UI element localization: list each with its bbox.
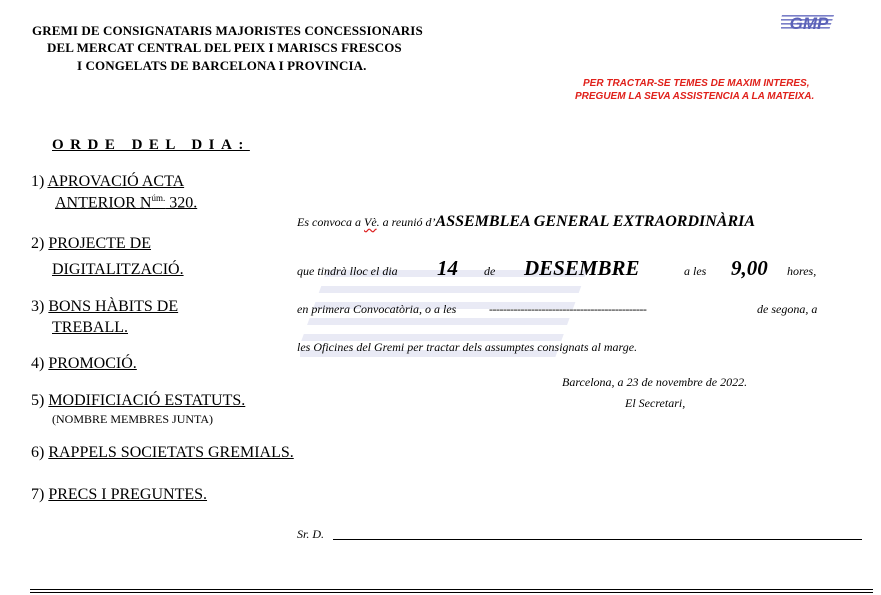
agenda-item-title: PRECS I PREGUNTES. — [48, 486, 208, 503]
svg-text:GMP: GMP — [789, 14, 829, 33]
notice-line1: PER TRACTAR-SE TEMES DE MAXIM INTERES, — [583, 78, 810, 89]
agenda-item-title: PROJECTE DE — [48, 235, 151, 252]
meeting-time: 9,00 — [731, 256, 768, 280]
agenda-item-1 — [31, 173, 184, 191]
convocation-line1: Es convoca a Vè. a reunió d’ASSEMBLEA GENERAL EXTRAORDINÀRIA — [297, 213, 756, 230]
gmp-logo — [781, 12, 837, 34]
agenda-item-number: 5) — [31, 392, 45, 409]
agenda-item-2 — [31, 235, 151, 253]
agenda-item-number: 1) — [31, 173, 45, 190]
agenda-item-2-line2: DIGITALITZACIÓ. — [52, 261, 184, 278]
agenda-item-title: MODIFICIACIÓ ESTATUTS. — [48, 392, 246, 409]
agenda-item-number: 2) — [31, 235, 45, 252]
agenda-item-number: 3) — [31, 298, 45, 315]
agenda-item-7 — [31, 486, 207, 504]
gmp-logo-icon — [781, 12, 837, 34]
bottom-rule-top — [30, 589, 873, 590]
org-name-line1: GREMI DE CONSIGNATARIS MAJORISTES CONCESSIONARIS — [32, 23, 423, 38]
date-line: Barcelona, a 23 de novembre de 2022. — [562, 375, 748, 389]
agenda-item-title: RAPPELS SOCIETATS GREMIALS. — [48, 444, 294, 461]
assembly-title: ASSEMBLEA GENERAL EXTRAORDINÀRIA — [435, 213, 756, 230]
agenda-item-5 — [31, 392, 245, 410]
org-name-line2: DEL MERCAT CENTRAL DEL PEIX I MARISCS FRESCOS — [47, 40, 402, 55]
agenda-item-3-line2: TREBALL. — [52, 319, 128, 336]
convocation-l3-pre: en primera Convocatòria, o a les — [297, 302, 457, 316]
convocation-ales: a les — [684, 264, 707, 278]
convocation-l3-post: de segona, a — [757, 302, 818, 316]
agenda-item-number: 7) — [31, 486, 45, 503]
agenda-item-title: BONS HÀBITS DE — [48, 298, 179, 315]
bottom-rule-bottom — [30, 592, 873, 593]
meeting-day: 14 — [437, 256, 458, 280]
convocation-line4: les Oficines del Gremi per tractar dels assumptes consignats al marge. — [297, 340, 638, 354]
signature-line: El Secretari, — [625, 396, 686, 410]
agenda-heading: ORDE DEL DIA: — [52, 137, 250, 153]
convocation-de: de — [484, 264, 496, 278]
addressee-field-line — [333, 539, 862, 540]
convocation-l2-pre: que tindrà lloc el dia — [297, 264, 398, 278]
agenda-item-5-note: (NOMBRE MEMBRES JUNTA) — [52, 412, 214, 426]
addressee-label: Sr. D. — [297, 527, 325, 541]
meeting-month: DESEMBRE — [524, 256, 640, 280]
notice-line2: PREGUEM LA SEVA ASSISTENCIA A LA MATEIXA. — [575, 91, 815, 102]
agenda-item-title: PROMOCIÓ. — [48, 355, 137, 372]
org-name-line3: I CONGELATS DE BARCELONA I PROVINCIA. — [77, 58, 367, 73]
agenda-item-4 — [31, 355, 137, 373]
agenda-item-number: 6) — [31, 444, 45, 461]
agenda-item-6 — [31, 444, 294, 462]
agenda-item-number: 4) — [31, 355, 45, 372]
second-call-blank: --------------------------------------------- — [489, 302, 647, 316]
agenda-item-title: APROVACIÓ ACTA — [47, 173, 185, 190]
convocation-hores: hores, — [787, 264, 817, 278]
agenda-item-1-line2: ANTERIOR $N^{úm.}$ 320. — [55, 193, 198, 212]
agenda-item-3 — [31, 298, 178, 316]
